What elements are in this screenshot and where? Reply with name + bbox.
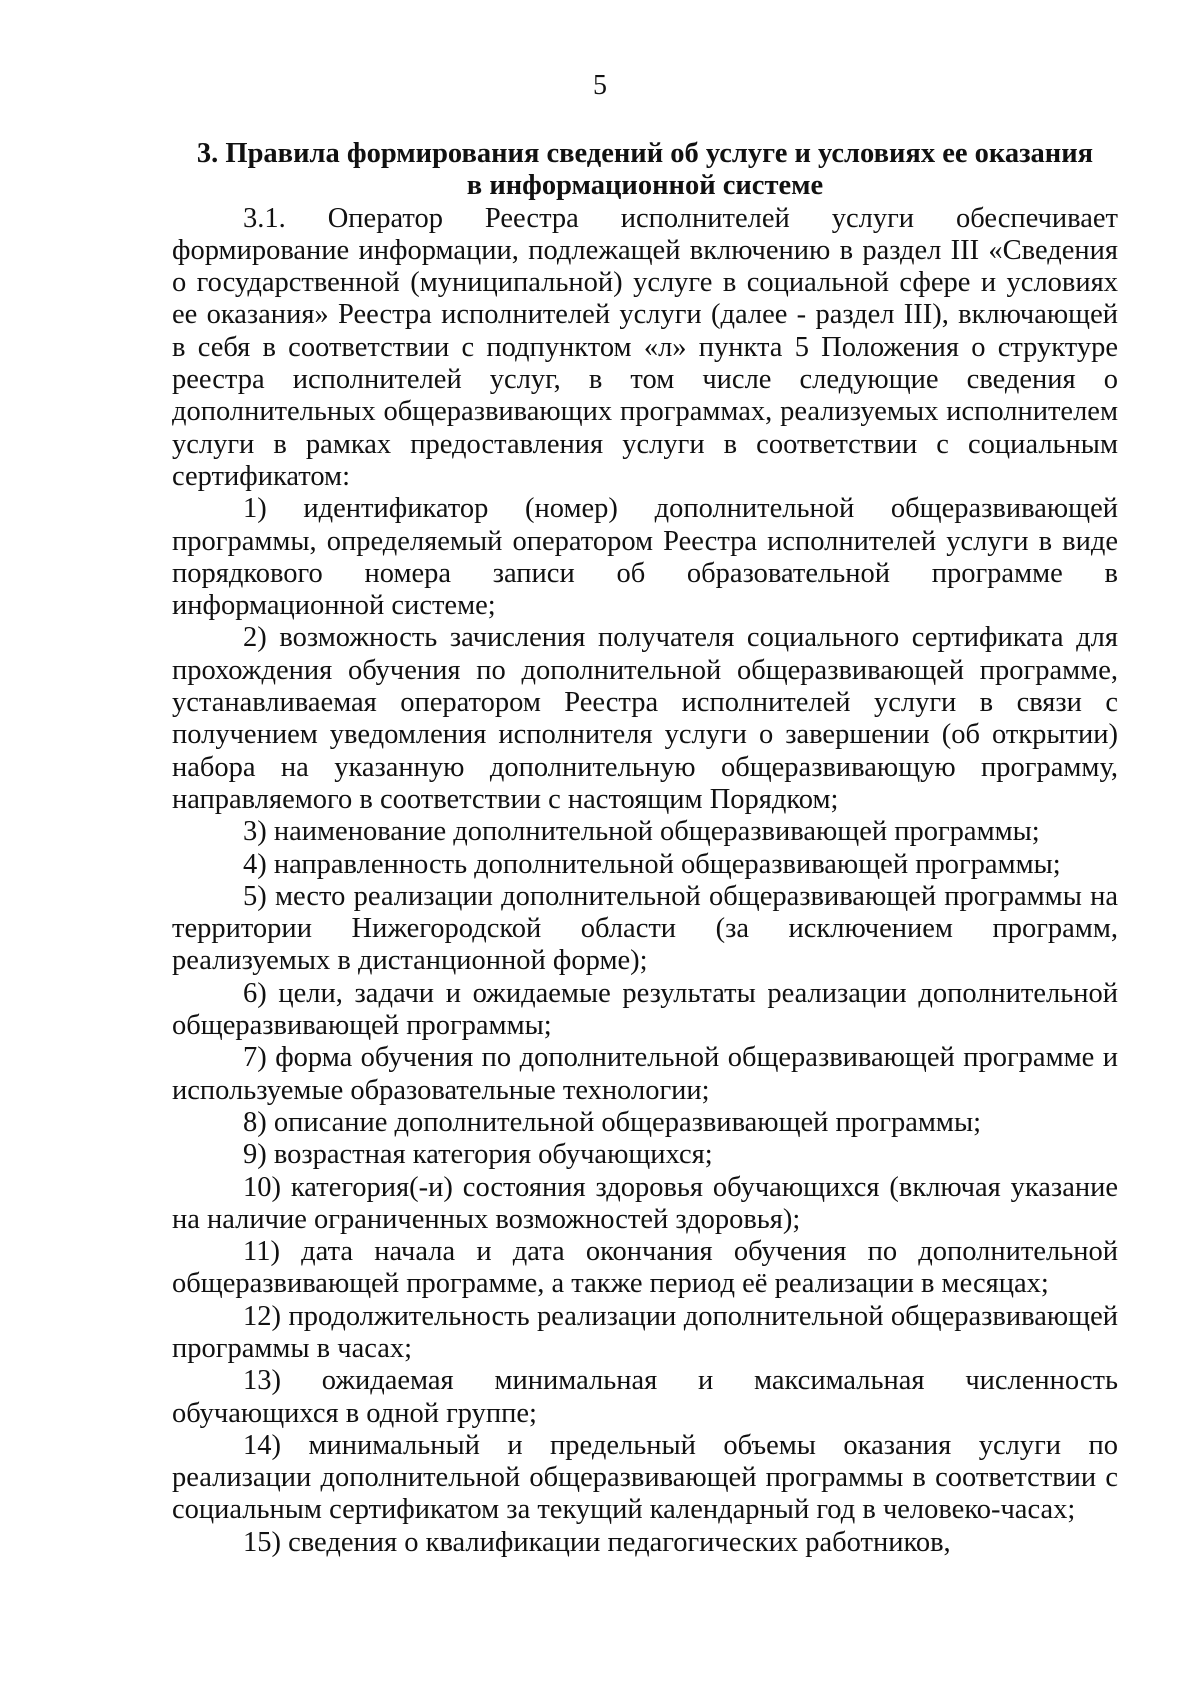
list-item-7: 7) форма обучения по дополнительной общеразвивающей программе и используемые образовательные технологии; (172, 1042, 1118, 1106)
paragraph-3-1: 3.1. Оператор Реестра исполнителей услуги обеспечивает формирование информации, подлежащей включению в раздел III «Сведения о государственной (муниципальной) услуге в социальной сфере и условиях ее оказания» Реестра исполнителей услуги (далее - раздел III), включающей в себя в соответствии с подпунктом «л» пункта 5 Положения о структуре реестра исполнителей услуг, в том числе следующие сведения о дополнительных общеразвивающих программах, реализуемых исполнителем услуги в рамках предоставления услуги в соответствии с социальным сертификатом: (172, 202, 1118, 492)
list-item-6: 6) цели, задачи и ожидаемые результаты реализации дополнительной общеразвивающей программы; (172, 977, 1118, 1042)
section-heading-line-1: 3. Правила формирования сведений об услуге и условиях ее оказания (196, 138, 1094, 169)
list-item-8: 8) описание дополнительной общеразвивающей программы; (243, 1106, 982, 1138)
list-item-9: 9) возрастная категория обучающихся; (243, 1139, 713, 1171)
list-item-11: 11) дата начала и дата окончания обучения по дополнительной общеразвивающей программе, а также период её реализации в месяцах; (172, 1236, 1118, 1300)
list-item-14: 14) минимальный и предельный объемы оказания услуги по реализации дополнительной общеразвивающей программы в соответствии с социальным сертификатом за текущий календарный год в человеко-часах; (172, 1429, 1118, 1526)
page-number: 5 (593, 70, 607, 101)
document-body (172, 138, 1118, 1559)
list-item-3: 3) наименование дополнительной общеразвивающей программы; (243, 816, 1040, 848)
list-item-5: 5) место реализации дополнительной общеразвивающей программы на территории Нижегородской области (за исключением программ, реализуемых в дистанционной форме); (172, 880, 1118, 977)
list-item-4: 4) направленность дополнительной общеразвивающей программы; (243, 848, 1061, 880)
list-item-10: 10) категория(-и) состояния здоровья обучающихся (включая указание на наличие ограниченных возможностей здоровья); (172, 1171, 1118, 1235)
list-item-1: 1) идентификатор (номер) дополнительной общеразвивающей программы, определяемый оператором Реестра исполнителей услуги в виде порядкового номера записи об образовательной программе в информационной системе; (172, 493, 1118, 622)
list-item-13: 13) ожидаемая минимальная и максимальная численность обучающихся в одной группе; (172, 1365, 1118, 1429)
list-item-2: 2) возможность зачисления получателя социального сертификата для прохождения обучения по дополнительной общеразвивающей программе, устанавливаемая оператором Реестра исполнителей услуги в связи с получением уведомления исполнителя услуги о завершении (об открытии) набора на указанную дополнительную общеразвивающую программу, направляемого в соответствии с настоящим Порядком; (172, 622, 1118, 815)
list-item-12: 12) продолжительность реализации дополнительной общеразвивающей программы в часах; (172, 1300, 1118, 1364)
section-heading-line-2: в информационной системе (466, 170, 824, 202)
section-heading (172, 138, 1118, 203)
list-item-15: 15) сведения о квалификации педагогических работников, (243, 1526, 951, 1558)
